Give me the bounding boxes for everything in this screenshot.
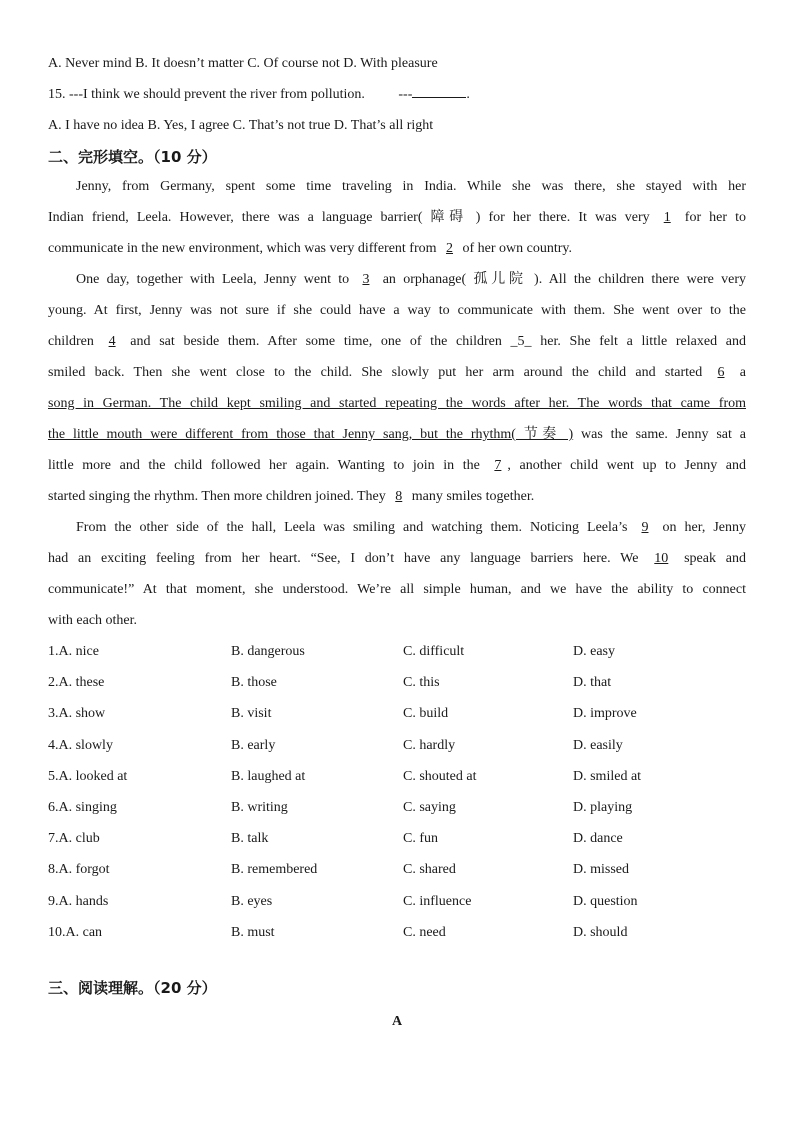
- cloze-blank[interactable]: 3: [362, 272, 370, 287]
- passage-text: for her to: [676, 210, 746, 225]
- passage-line: [48, 268, 746, 299]
- option-choice[interactable]: D. smiled at: [573, 768, 642, 784]
- passage-line: [48, 361, 746, 392]
- passage-text: with each other.: [48, 613, 138, 628]
- option-choice[interactable]: 3.A. show: [48, 706, 106, 722]
- q15-question: [48, 83, 746, 114]
- passage-text: a: [730, 365, 746, 380]
- passage-text: on her, Jenny: [654, 520, 746, 535]
- option-choice[interactable]: 7.A. club: [48, 831, 100, 847]
- option-choice[interactable]: D. playing: [573, 799, 633, 815]
- cloze-blank[interactable]: 1: [663, 210, 671, 225]
- q15-answer-prefix: ---: [398, 87, 413, 102]
- option-choice[interactable]: 1.A. nice: [48, 644, 99, 659]
- option-choice[interactable]: D. dance: [573, 831, 623, 847]
- passage-text: little more and the child followed her again. Wanting to join in the: [48, 458, 489, 473]
- option-choice[interactable]: C. this: [403, 675, 440, 691]
- underlined-sentence: the little mouth were different from those that Jenny sang, but the rhythm( 节奏 ): [48, 427, 574, 442]
- passage-text: communicate!” At that moment, she understood. We’re all simple human, and we have the ability to connect: [48, 582, 746, 597]
- q15-question-text: 15. ---I think we should prevent the river from pollution.: [48, 87, 365, 102]
- option-choice[interactable]: B. laughed at: [231, 768, 306, 784]
- option-choice[interactable]: D. easy: [573, 644, 615, 659]
- q15-answer-blank[interactable]: [412, 83, 466, 98]
- cloze-blank[interactable]: 8: [395, 489, 403, 504]
- q15-options: A. I have no idea B. Yes, I agree C. That’s not true D. That’s all right: [48, 118, 434, 133]
- section3-heading: 三、阅读理解。（20 分）: [48, 978, 217, 997]
- cloze-passage: [48, 175, 746, 640]
- option-choice[interactable]: C. hardly: [403, 737, 456, 753]
- passage-line: [48, 299, 746, 330]
- passage-text: started singing the rhythm. Then more children joined. They: [48, 489, 390, 504]
- passage-text: was the same. Jenny sat a: [573, 427, 746, 442]
- underlined-sentence: song in German. The child kept smiling and started repeating the words after her. The words that came from: [48, 396, 746, 411]
- option-choice[interactable]: C. influence: [403, 893, 472, 909]
- option-choice[interactable]: 2.A. these: [48, 675, 105, 691]
- option-choice[interactable]: 5.A. looked at: [48, 768, 128, 784]
- option-choice[interactable]: B. must: [231, 924, 275, 940]
- passage-line: [48, 237, 746, 268]
- passage-line: [48, 392, 746, 423]
- passage-line: [48, 175, 746, 206]
- option-row: [48, 858, 746, 889]
- passage-text: of her own country.: [459, 241, 573, 256]
- passage-text: an orphanage( 孤儿院 ). All the children there were very: [375, 272, 746, 287]
- passage-text: children: [48, 334, 103, 349]
- passage-text: , another child went up to Jenny and: [507, 458, 747, 473]
- passage-text: Jenny, from Germany, spent some time traveling in India. While she was there, she stayed with her: [76, 179, 746, 194]
- passage-text: communicate in the new environment, which was very different from: [48, 241, 441, 256]
- passage-line: [48, 516, 746, 547]
- passage-line: [48, 547, 746, 578]
- passage-text: had an exciting feeling from her heart. “See, I don’t have any language barriers here. We: [48, 551, 649, 566]
- option-row: [48, 702, 746, 733]
- section2-heading: 二、完形填空。（10 分）: [48, 148, 217, 166]
- passage-text: From the other side of the hall, Leela was smiling and watching them. Noticing Leela’s: [76, 520, 636, 535]
- option-choice[interactable]: C. build: [403, 706, 449, 722]
- option-choice[interactable]: B. visit: [231, 706, 272, 722]
- option-choice[interactable]: C. fun: [403, 831, 438, 847]
- option-choice[interactable]: D. that: [573, 675, 612, 691]
- passage-line: [48, 206, 746, 237]
- option-choice[interactable]: D. easily: [573, 737, 623, 753]
- option-choice[interactable]: B. remembered: [231, 862, 318, 878]
- passage-line: [48, 485, 746, 516]
- option-choice[interactable]: B. those: [231, 675, 277, 691]
- option-choice[interactable]: B. early: [231, 737, 276, 753]
- option-choice[interactable]: C. difficult: [403, 644, 465, 659]
- option-choice[interactable]: B. writing: [231, 799, 288, 815]
- passage-text: Indian friend, Leela. However, there was a language barrier( 障碍 ) for her there. It was very: [48, 210, 658, 225]
- option-choice[interactable]: B. dangerous: [231, 644, 305, 659]
- cloze-blank[interactable]: 2: [446, 241, 454, 256]
- option-choice[interactable]: D. should: [573, 924, 628, 940]
- option-choice[interactable]: B. eyes: [231, 893, 273, 909]
- option-choice[interactable]: 10.A. can: [48, 924, 103, 940]
- passage-line: [48, 609, 746, 640]
- cloze-options: [48, 640, 746, 952]
- passage-text: many smiles together.: [408, 489, 535, 504]
- option-choice[interactable]: 4.A. slowly: [48, 737, 113, 753]
- option-row: [48, 734, 746, 765]
- passage-line: [48, 578, 746, 609]
- option-row: [48, 640, 746, 671]
- exam-page: [48, 52, 746, 1038]
- cloze-blank[interactable]: 9: [641, 520, 649, 535]
- option-row: [48, 827, 746, 858]
- cloze-blank[interactable]: 10: [654, 551, 669, 566]
- passage-line: [48, 454, 746, 485]
- section3-subheading: A: [391, 1013, 403, 1029]
- cloze-blank[interactable]: 7: [494, 458, 502, 473]
- option-choice[interactable]: C. saying: [403, 799, 456, 815]
- passage-text: speak and: [674, 551, 746, 566]
- passage-text: One day, together with Leela, Jenny went to: [76, 272, 357, 287]
- passage-line: [48, 423, 746, 454]
- option-choice[interactable]: C. shouted at: [403, 768, 477, 784]
- option-choice[interactable]: B. talk: [231, 831, 269, 847]
- option-row: [48, 890, 746, 921]
- option-choice[interactable]: 8.A. forgot: [48, 862, 110, 878]
- option-row: [48, 921, 746, 952]
- option-row: [48, 671, 746, 702]
- q14-options: A. Never mind B. It doesn’t matter C. Of course not D. With pleasure: [48, 56, 438, 71]
- option-row: [48, 765, 746, 796]
- option-choice[interactable]: 9.A. hands: [48, 893, 109, 909]
- passage-text: and sat beside them. After some time, one of the children _5_ her. She felt a little relaxed and: [121, 334, 746, 349]
- option-choice[interactable]: C. need: [403, 924, 446, 940]
- option-choice[interactable]: C. shared: [403, 862, 456, 878]
- option-choice[interactable]: D. improve: [573, 706, 637, 722]
- option-choice[interactable]: 6.A. singing: [48, 799, 117, 815]
- option-choice[interactable]: D. question: [573, 893, 638, 909]
- cloze-blank[interactable]: 6: [717, 365, 725, 380]
- passage-line: [48, 330, 746, 361]
- option-choice[interactable]: D. missed: [573, 862, 629, 878]
- passage-text: smiled back. Then she went close to the child. She slowly put her arm around the child and started: [48, 365, 712, 380]
- q15-answer-suffix: .: [466, 87, 470, 102]
- cloze-blank[interactable]: 4: [108, 334, 116, 349]
- option-row: [48, 796, 746, 827]
- passage-text: young. At first, Jenny was not sure if she could have a way to communicate with them. She went over to the: [48, 303, 746, 318]
